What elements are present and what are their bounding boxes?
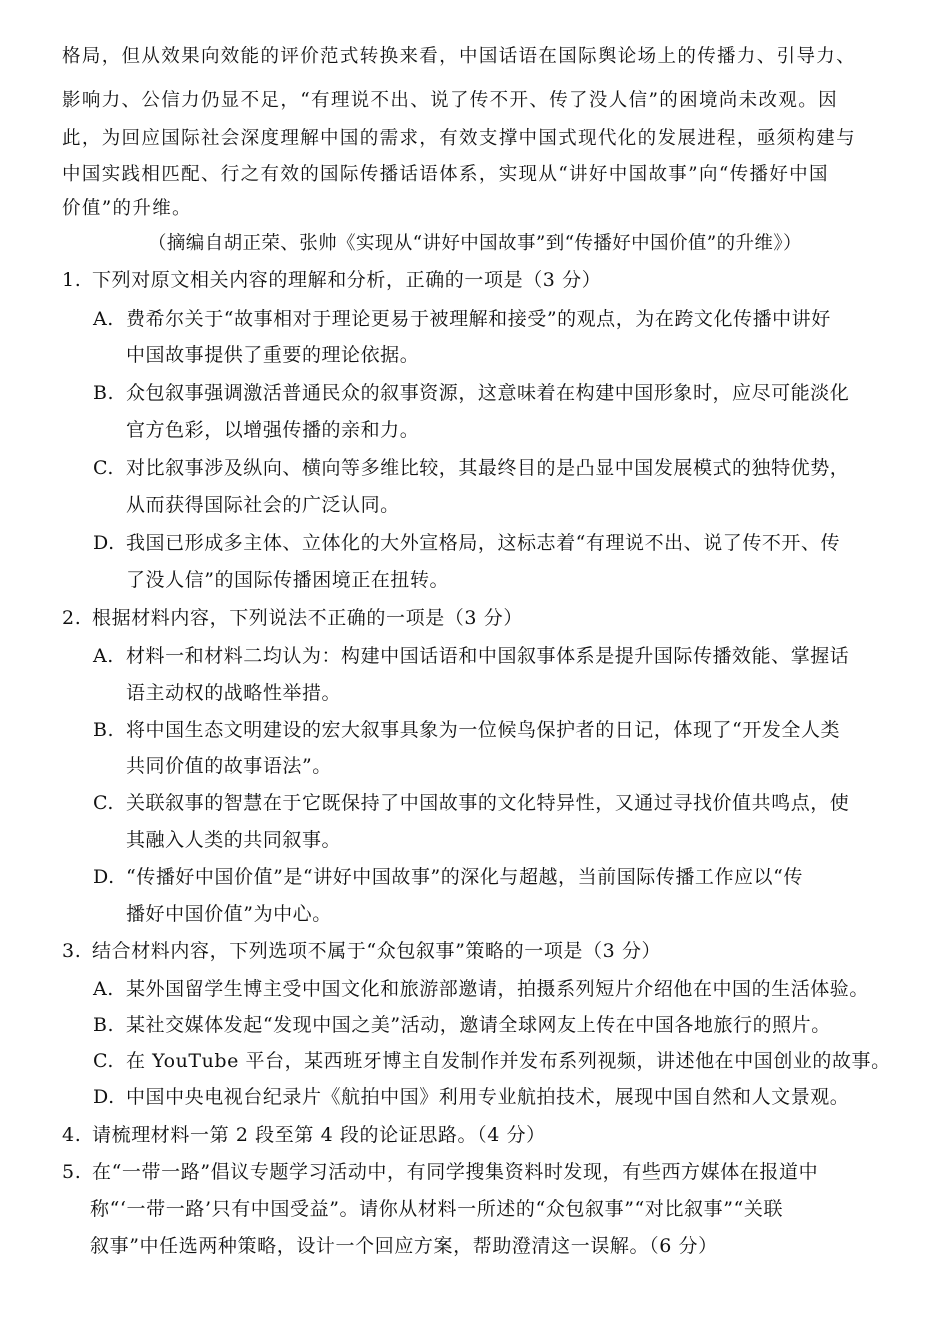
- option-letter: B.: [93, 382, 115, 404]
- question-number: 5.: [62, 1161, 82, 1183]
- option-text: 材料一和材料二均认为：构建中国话语和中国叙事体系是提升国际传播效能、掌握话: [126, 645, 850, 667]
- question-stem-text: 下列对原文相关内容的理解和分析，正确的一项是（3 分）: [92, 269, 602, 291]
- question-text-continuation: 称“‘一带一路’只有中国受益”。请你从材料一所述的“众包叙事”“对比叙事”“关联: [90, 1198, 784, 1220]
- option-text: 在 YouTube 平台，某西班牙博主自发制作并发布系列视频，讲述他在中国创业的故事。: [126, 1050, 891, 1072]
- option-letter: C.: [93, 1050, 114, 1072]
- question-stem-text: 请梳理材料一第 2 段至第 4 段的论证思路。（4 分）: [92, 1124, 546, 1146]
- option-text: “传播好中国价值”是“讲好中国故事”的深化与超越，当前国际传播工作应以“传: [126, 866, 803, 888]
- option-letter: D.: [93, 866, 115, 888]
- question-3-option-b: [93, 1013, 831, 1037]
- question-4-stem: [62, 1123, 546, 1147]
- question-2-stem: [62, 606, 523, 630]
- option-text-continuation: 从而获得国际社会的广泛认同。: [126, 494, 400, 516]
- passage-line: 价值”的升维。: [62, 198, 192, 219]
- question-3-stem: [62, 939, 661, 963]
- passage-line: 此，为回应国际社会深度理解中国的需求，有效支撑中国式现代化的发展进程，亟须构建与: [62, 128, 857, 149]
- option-letter: A.: [93, 645, 114, 667]
- question-3-option-d: [93, 1085, 849, 1109]
- question-1-stem: [62, 268, 601, 292]
- option-text: 中国中央电视台纪录片《航拍中国》利用专业航拍技术，展现中国自然和人文景观。: [126, 1086, 850, 1108]
- option-text-continuation: 共同价值的故事语法”。: [126, 755, 332, 777]
- question-5-stem: [62, 1160, 818, 1184]
- option-letter: D.: [93, 1086, 115, 1108]
- question-1-option-c: [93, 456, 849, 480]
- question-2-option-c: [93, 791, 849, 815]
- option-letter: A.: [93, 978, 114, 1000]
- option-text-continuation: 官方色彩，以增强传播的亲和力。: [126, 419, 420, 441]
- option-text-continuation: 语主动权的战略性举措。: [126, 682, 342, 704]
- question-stem-text: 结合材料内容，下列选项不属于“众包叙事”策略的一项是（3 分）: [92, 940, 662, 962]
- option-text-continuation: 了没人信”的国际传播困境正在扭转。: [126, 569, 450, 591]
- question-3-option-c: [93, 1049, 891, 1073]
- question-3-option-a: [93, 977, 869, 1001]
- passage-line: 格局，但从效果向效能的评价范式转换来看，中国话语在国际舆论场上的传播力、引导力、: [62, 46, 857, 67]
- passage-line: 中国实践相匹配、行之有效的国际传播话语体系，实现从“讲好中国故事”向“传播好中国: [62, 164, 829, 185]
- question-number: 4.: [62, 1124, 82, 1146]
- option-text: 众包叙事强调激活普通民众的叙事资源，这意味着在构建中国形象时，应尽可能淡化: [126, 382, 850, 404]
- option-text: 某社交媒体发起“发现中国之美”活动，邀请全球网友上传在中国各地旅行的照片。: [126, 1014, 831, 1036]
- question-2-option-b: [93, 718, 840, 742]
- question-stem-text: 根据材料内容，下列说法不正确的一项是（3 分）: [92, 607, 523, 629]
- question-1-option-d: [93, 531, 840, 555]
- question-2-option-d: [93, 865, 803, 889]
- option-text-continuation: 中国故事提供了重要的理论依据。: [126, 344, 420, 366]
- option-text: 费希尔关于“故事相对于理论更易于被理解和接受”的观点，为在跨文化传播中讲好: [126, 308, 831, 330]
- passage-line: 影响力、公信力仍显不足，“有理说不出、说了传不开、传了没人信”的困境尚未改观。因: [62, 90, 838, 111]
- question-text-continuation: 叙事”中任选两种策略，设计一个回应方案，帮助澄清这一误解。（6 分）: [90, 1235, 718, 1257]
- option-letter: B.: [93, 719, 115, 741]
- option-text-continuation: 其融入人类的共同叙事。: [126, 829, 342, 851]
- question-number: 2.: [62, 607, 82, 629]
- option-text-continuation: 播好中国价值”为中心。: [126, 903, 332, 925]
- option-letter: C.: [93, 792, 114, 814]
- option-text: 某外国留学生博主受中国文化和旅游部邀请，拍摄系列短片介绍他在中国的生活体验。: [126, 978, 869, 1000]
- option-text: 对比叙事涉及纵向、横向等多维比较，其最终目的是凸显中国发展模式的独特优势，: [126, 457, 850, 479]
- option-text: 我国已形成多主体、立体化的大外宣格局，这标志着“有理说不出、说了传不开、传: [126, 532, 841, 554]
- option-letter: B.: [93, 1014, 115, 1036]
- option-text: 关联叙事的智慧在于它既保持了中国故事的文化特异性，又通过寻找价值共鸣点，使: [126, 792, 850, 814]
- option-letter: C.: [93, 457, 114, 479]
- option-text: 将中国生态文明建设的宏大叙事具象为一位候鸟保护者的日记，体现了“开发全人类: [126, 719, 841, 741]
- question-number: 1.: [62, 269, 82, 291]
- question-1-option-a: [93, 307, 831, 331]
- passage-source: （摘编自胡正荣、张帅《实现从“讲好中国故事”到“传播好中国价值”的升维》）: [148, 233, 802, 254]
- question-1-option-b: [93, 381, 849, 405]
- question-2-option-a: [93, 644, 849, 668]
- question-number: 3.: [62, 940, 82, 962]
- option-letter: A.: [93, 308, 114, 330]
- option-letter: D.: [93, 532, 115, 554]
- question-stem-text: 在“一带一路”倡议专题学习活动中，有同学搜集资料时发现，有些西方媒体在报道中: [92, 1161, 819, 1183]
